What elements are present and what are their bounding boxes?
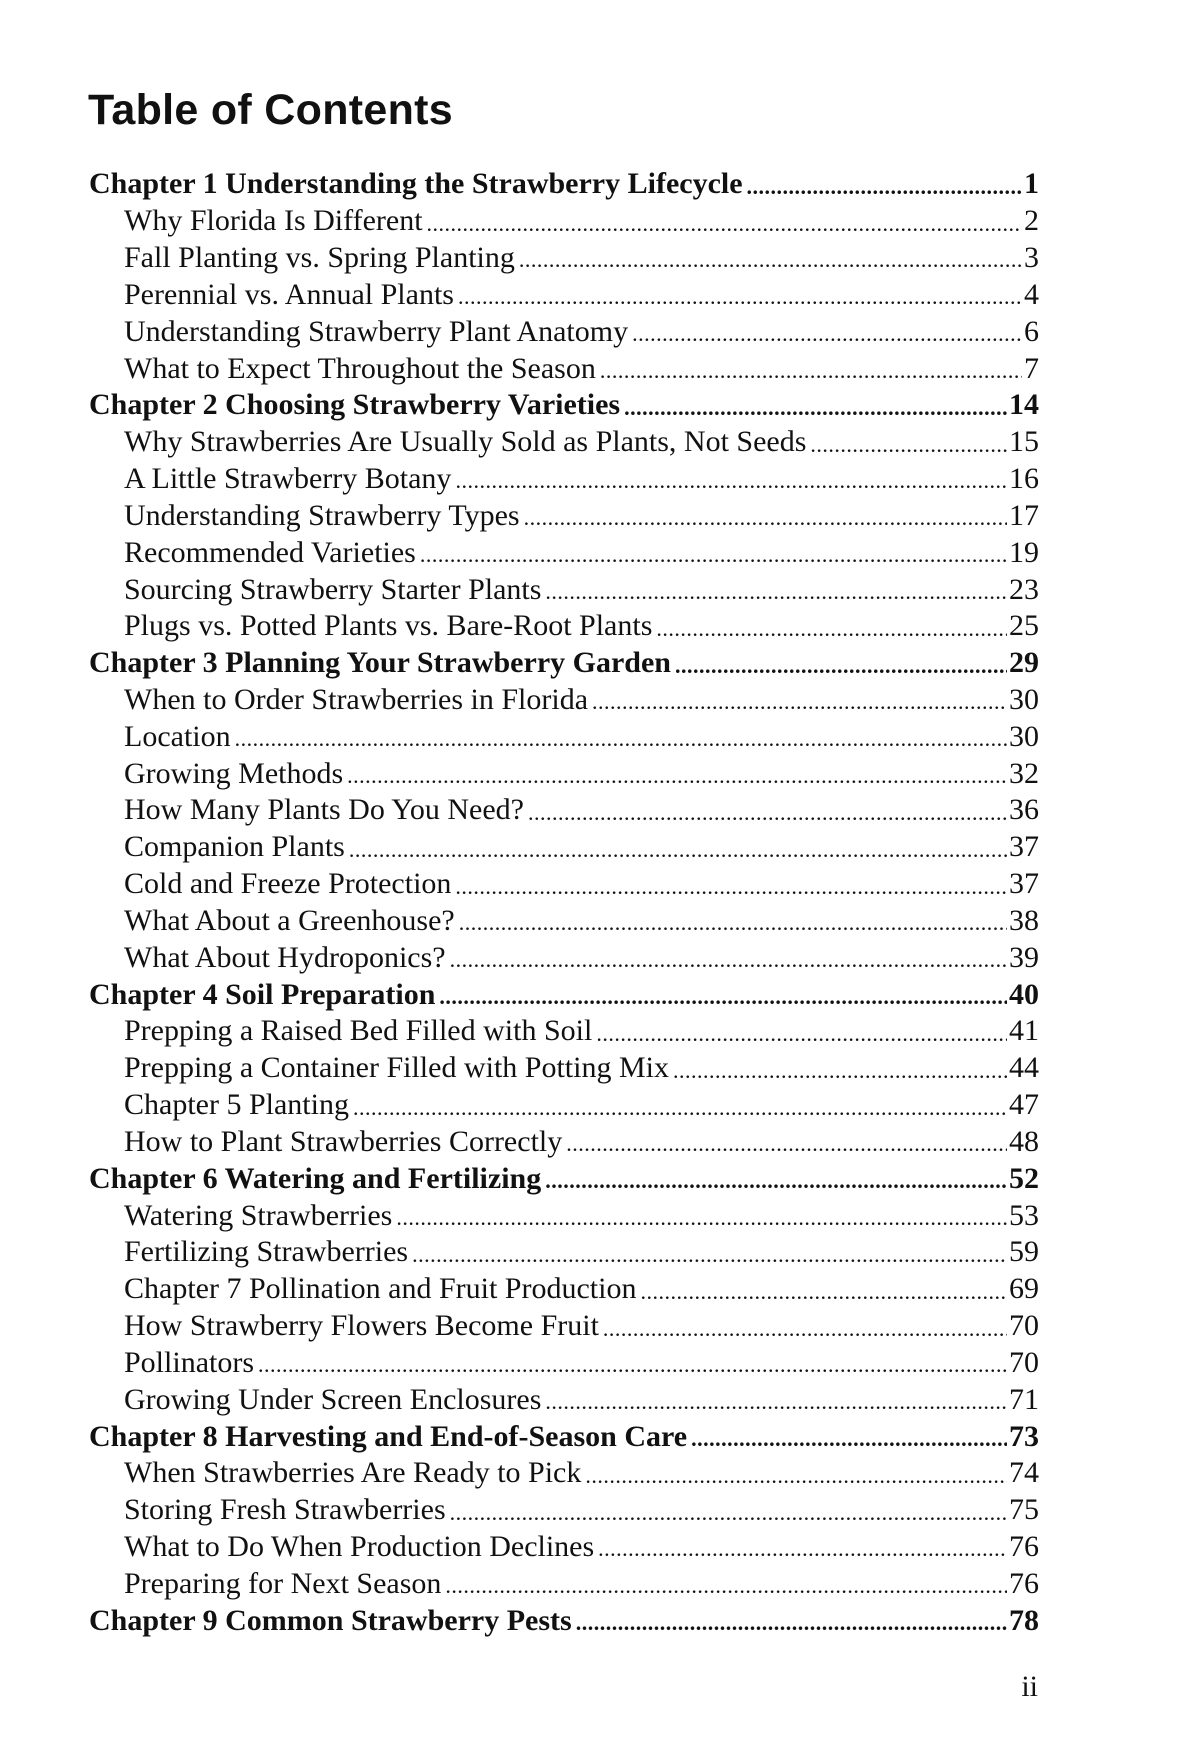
toc-dot-leader (810, 434, 1007, 461)
toc-section-entry[interactable] (0, 534, 1200, 571)
toc-entry-page-number: 7 (1024, 351, 1039, 385)
toc-entry-page-number: 71 (1009, 1382, 1039, 1416)
toc-section-entry[interactable] (0, 1013, 1200, 1050)
toc-section-entry[interactable] (0, 1381, 1200, 1418)
toc-entry-page-number: 78 (1009, 1603, 1039, 1637)
toc-entry-page-number: 70 (1009, 1345, 1039, 1379)
toc-section-entry[interactable] (0, 1271, 1200, 1308)
toc-entry-label: Perennial vs. Annual Plants (124, 277, 454, 311)
toc-section-entry[interactable] (0, 1197, 1200, 1234)
toc-chapter-entry[interactable] (0, 645, 1200, 682)
toc-entry-label: Watering Strawberries (124, 1198, 393, 1232)
toc-section-entry[interactable] (0, 682, 1200, 719)
toc-section-entry[interactable] (0, 792, 1200, 829)
toc-section-entry[interactable] (0, 829, 1200, 866)
toc-entry-label: Sourcing Strawberry Starter Plants (124, 572, 542, 606)
toc-section-entry[interactable] (0, 350, 1200, 387)
toc-entry-page-number: 14 (1009, 388, 1039, 422)
toc-dot-leader (747, 176, 1022, 203)
toc-entry-label: What About a Greenhouse? (124, 903, 455, 937)
toc-dot-leader (596, 1023, 1007, 1050)
toc-dot-leader (592, 691, 1007, 718)
page-title: Table of Contents (88, 86, 454, 134)
toc-entry-label: What to Do When Production Declines (124, 1530, 595, 1564)
toc-entry-page-number: 30 (1009, 719, 1039, 753)
toc-entry-label: Why Florida Is Different (124, 204, 423, 238)
toc-dot-leader (598, 1538, 1007, 1565)
toc-dot-leader (675, 655, 1007, 682)
toc-entry-label: Storing Fresh Strawberries (124, 1493, 446, 1527)
toc-dot-leader (349, 839, 1007, 866)
toc-section-entry[interactable] (0, 1050, 1200, 1087)
toc-entry-page-number: 1 (1024, 167, 1039, 201)
toc-entry-label: How Many Plants Do You Need? (124, 793, 524, 827)
toc-dot-leader (258, 1354, 1007, 1381)
toc-entry-page-number: 23 (1009, 572, 1039, 606)
toc-entry-page-number: 40 (1009, 977, 1039, 1011)
toc-dot-leader (427, 213, 1022, 240)
toc-dot-leader (600, 360, 1022, 387)
toc-section-entry[interactable] (0, 276, 1200, 313)
toc-entry-page-number: 16 (1009, 462, 1039, 496)
toc-dot-leader (691, 1428, 1007, 1455)
toc-entry-page-number: 3 (1024, 241, 1039, 275)
toc-entry-page-number: 29 (1009, 646, 1039, 680)
toc-entry-page-number: 36 (1009, 793, 1039, 827)
toc-dot-leader (455, 470, 1007, 497)
toc-entry-page-number: 52 (1009, 1161, 1039, 1195)
toc-entry-label: Companion Plants (124, 830, 345, 864)
toc-dot-leader (455, 876, 1007, 903)
toc-section-entry[interactable] (0, 424, 1200, 461)
toc-entry-page-number: 48 (1009, 1124, 1039, 1158)
toc-dot-leader (439, 986, 1007, 1013)
toc-entry-label: When Strawberries Are Ready to Pick (124, 1456, 582, 1490)
toc-dot-leader (420, 544, 1007, 571)
toc-section-entry[interactable] (0, 461, 1200, 498)
toc-entry-page-number: 32 (1009, 756, 1039, 790)
toc-entry-label: Chapter 3 Planning Your Strawberry Garden (89, 646, 671, 680)
toc-entry-page-number: 53 (1009, 1198, 1039, 1232)
toc-entry-page-number: 47 (1009, 1088, 1039, 1122)
toc-entry-label: Prepping a Container Filled with Potting Mix (124, 1051, 669, 1085)
toc-entry-page-number: 69 (1009, 1272, 1039, 1306)
toc-entry-page-number: 73 (1009, 1419, 1039, 1453)
toc-entry-label: Prepping a Raised Bed Filled with Soil (124, 1014, 593, 1048)
toc-entry-page-number: 59 (1009, 1235, 1039, 1269)
toc-entry-label: Understanding Strawberry Types (124, 498, 520, 532)
toc-entry-page-number: 76 (1009, 1530, 1039, 1564)
toc-entry-label: What to Expect Throughout the Season (124, 351, 596, 385)
toc-entry-page-number: 25 (1009, 609, 1039, 643)
toc-dot-leader (585, 1465, 1007, 1492)
toc-entry-label: Recommended Varieties (124, 535, 416, 569)
toc-entry-label: How to Plant Strawberries Correctly (124, 1124, 563, 1158)
toc-chapter-entry[interactable] (0, 387, 1200, 424)
toc-dot-leader (459, 912, 1007, 939)
toc-section-entry[interactable] (0, 1087, 1200, 1124)
toc-entry-page-number: 38 (1009, 903, 1039, 937)
toc-section-entry[interactable] (0, 240, 1200, 277)
toc-entry-label: Chapter 7 Pollination and Fruit Production (124, 1272, 637, 1306)
toc-entry-label: Growing Under Screen Enclosures (124, 1382, 542, 1416)
toc-dot-leader (458, 286, 1022, 313)
toc-section-entry[interactable] (0, 1455, 1200, 1492)
toc-dot-leader (524, 507, 1007, 534)
toc-entry-page-number: 6 (1024, 314, 1039, 348)
toc-entry-label: Chapter 4 Soil Preparation (89, 977, 436, 1011)
toc-dot-leader (545, 581, 1007, 608)
toc-entry-page-number: 19 (1009, 535, 1039, 569)
toc-dot-leader (412, 1244, 1007, 1271)
toc-section-entry[interactable] (0, 939, 1200, 976)
toc-entry-label: Chapter 8 Harvesting and End-of-Season Care (89, 1419, 688, 1453)
toc-entry-label: When to Order Strawberries in Florida (124, 683, 589, 716)
table-of-contents (0, 166, 1200, 1639)
toc-section-entry[interactable] (0, 755, 1200, 792)
toc-entry-label: Chapter 5 Planting (124, 1088, 349, 1122)
toc-entry-label: Fertilizing Strawberries (124, 1235, 409, 1269)
toc-dot-leader (450, 1502, 1007, 1529)
toc-entry-label: Preparing for Next Season (124, 1566, 442, 1600)
toc-entry-page-number: 41 (1009, 1014, 1039, 1048)
toc-section-entry[interactable] (0, 1529, 1200, 1566)
toc-entry-page-number: 37 (1009, 830, 1039, 864)
toc-entry-label: A Little Strawberry Botany (124, 462, 452, 496)
toc-chapter-entry[interactable] (0, 166, 1200, 203)
toc-dot-leader (519, 249, 1022, 276)
toc-dot-leader (673, 1060, 1007, 1087)
toc-entry-page-number: 39 (1009, 940, 1039, 974)
toc-section-entry[interactable] (0, 1345, 1200, 1382)
toc-section-entry[interactable] (0, 1124, 1200, 1161)
toc-dot-leader (624, 397, 1007, 424)
toc-section-entry[interactable] (0, 1308, 1200, 1345)
toc-section-entry[interactable] (0, 1492, 1200, 1529)
toc-entry-label: Location (124, 719, 231, 753)
toc-entry-page-number: 30 (1009, 683, 1039, 716)
toc-dot-leader (396, 1207, 1007, 1234)
toc-entry-page-number: 70 (1009, 1309, 1039, 1343)
toc-chapter-entry[interactable] (0, 1160, 1200, 1197)
page-number: ii (1021, 1670, 1038, 1703)
toc-entry-label: Chapter 6 Watering and Fertilizing (89, 1161, 542, 1195)
toc-section-entry[interactable] (0, 608, 1200, 645)
toc-entry-label: Why Strawberries Are Usually Sold as Plants, Not Seeds (124, 425, 807, 459)
toc-section-entry[interactable] (0, 866, 1200, 903)
toc-entry-page-number: 17 (1009, 498, 1039, 532)
toc-entry-label: Chapter 2 Choosing Strawberry Varieties (89, 388, 621, 422)
toc-dot-leader (450, 949, 1007, 976)
toc-section-entry[interactable] (0, 497, 1200, 534)
toc-dot-leader (603, 1318, 1007, 1345)
toc-dot-leader (576, 1612, 1007, 1639)
toc-section-entry[interactable] (0, 203, 1200, 240)
toc-entry-page-number: 15 (1009, 425, 1039, 459)
toc-dot-leader (528, 802, 1007, 829)
toc-entry-label: How Strawberry Flowers Become Fruit (124, 1309, 599, 1343)
toc-entry-label: Growing Methods (124, 756, 344, 790)
toc-entry-page-number: 4 (1024, 277, 1039, 311)
toc-section-entry[interactable] (0, 571, 1200, 608)
toc-entry-page-number: 75 (1009, 1493, 1039, 1527)
toc-chapter-entry[interactable] (0, 976, 1200, 1013)
toc-entry-label: Pollinators (124, 1345, 255, 1379)
toc-dot-leader (445, 1575, 1007, 1602)
toc-entry-label: Plugs vs. Potted Plants vs. Bare-Root Plants (124, 609, 653, 643)
toc-section-entry[interactable] (0, 313, 1200, 350)
toc-dot-leader (640, 1281, 1007, 1308)
toc-dot-leader (353, 1097, 1007, 1124)
toc-dot-leader (347, 765, 1007, 792)
toc-entry-label: Fall Planting vs. Spring Planting (124, 241, 515, 275)
toc-entry-label: Chapter 1 Understanding the Strawberry Lifecycle (89, 167, 743, 201)
toc-dot-leader (545, 1391, 1007, 1418)
toc-dot-leader (566, 1133, 1007, 1160)
toc-dot-leader (656, 618, 1007, 645)
toc-entry-label: Understanding Strawberry Plant Anatomy (124, 314, 629, 348)
toc-dot-leader (632, 323, 1022, 350)
toc-entry-page-number: 76 (1009, 1566, 1039, 1600)
toc-section-entry[interactable] (0, 1565, 1200, 1602)
toc-section-entry[interactable] (0, 903, 1200, 940)
toc-entry-page-number: 2 (1024, 204, 1039, 238)
toc-entry-label: What About Hydroponics? (124, 940, 446, 974)
toc-entry-page-number: 37 (1009, 867, 1039, 901)
toc-chapter-entry[interactable] (0, 1418, 1200, 1455)
toc-section-entry[interactable] (0, 1234, 1200, 1271)
toc-entry-page-number: 44 (1009, 1051, 1039, 1085)
toc-entry-label: Chapter 9 Common Strawberry Pests (89, 1603, 572, 1637)
toc-entry-page-number: 74 (1009, 1456, 1039, 1490)
toc-entry-label: Cold and Freeze Protection (124, 867, 452, 901)
toc-dot-leader (235, 728, 1007, 755)
toc-chapter-entry[interactable] (0, 1602, 1200, 1639)
toc-section-entry[interactable] (0, 718, 1200, 755)
toc-dot-leader (545, 1170, 1007, 1197)
